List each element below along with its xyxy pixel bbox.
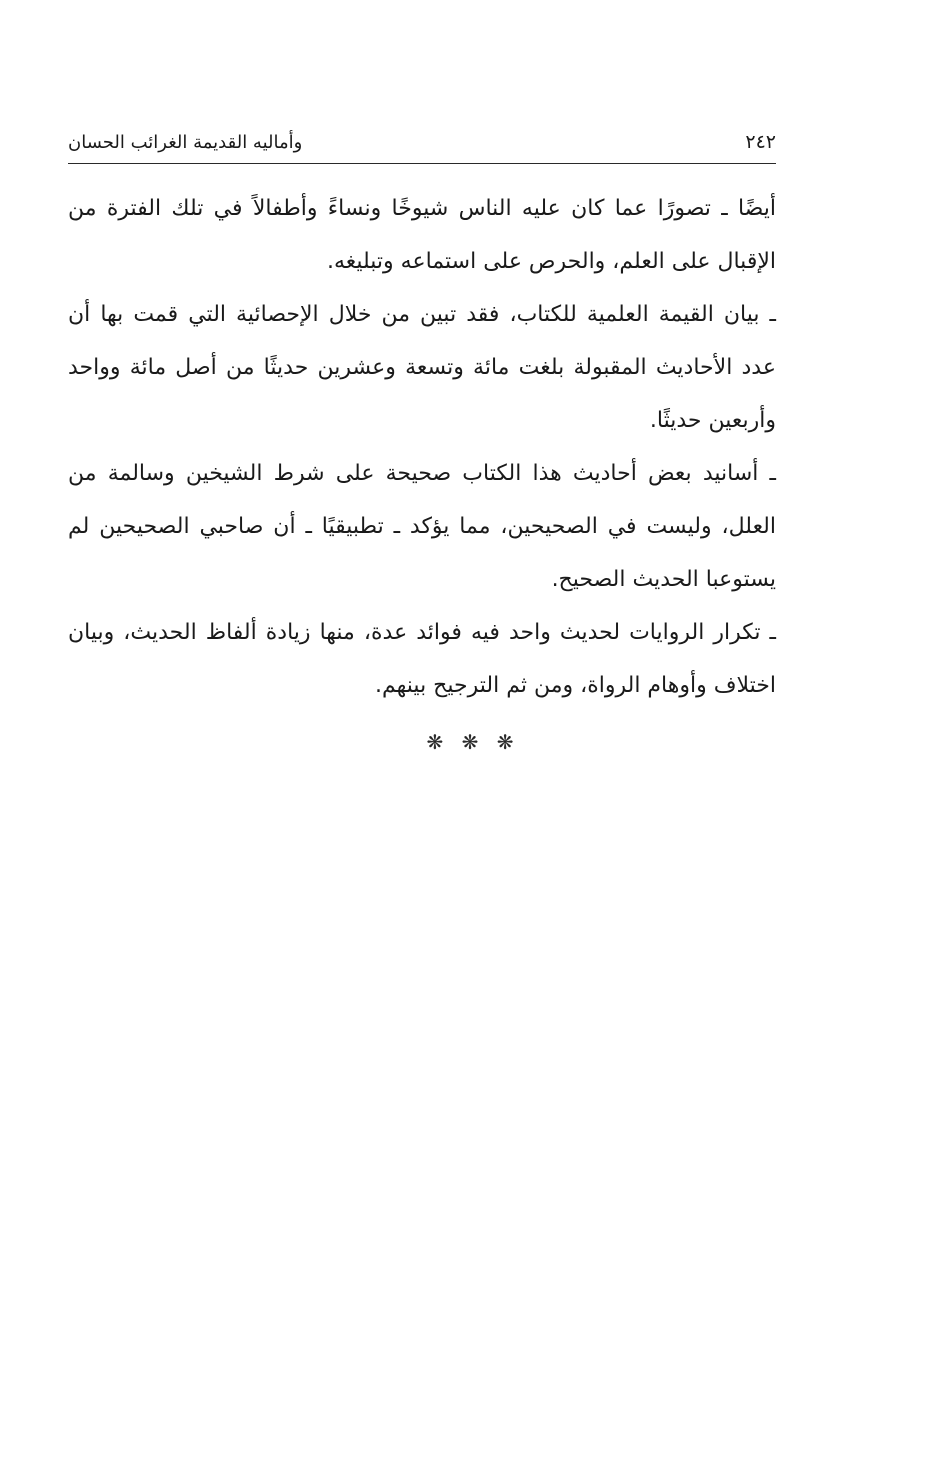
header-rule [68,163,776,164]
body-text [68,182,776,712]
section-separator: ❋ ❋ ❋ [426,730,520,754]
running-title: وأماليه القديمة الغرائب الحسان [68,131,303,153]
paragraph: ـ بيان القيمة العلمية للكتاب، فقد تبين من خلال الإحصائية التي قمت بها أن عدد الأحاديث المقبولة بلغت مائة وتسعة وعشرين حديثًا من أصل مائة وواحد وأربعين حديثًا. [68,302,776,433]
paragraph: ـ تكرار الروايات لحديث واحد فيه فوائد عدة، منها زيادة ألفاظ الحديث، وبيان اختلاف وأوهام الرواة، ومن ثم الترجيح بينهم. [68,620,776,698]
paragraph: ـ أسانيد بعض أحاديث هذا الكتاب صحيحة على شرط الشيخين وسالمة من العلل، وليست في الصحيحين، مما يؤكد ـ تطبيقيًا ـ أن صاحبي الصحيحين لم يستوعبا الحديث الصحيح. [68,461,776,592]
page-header [68,124,776,160]
paragraph: أيضًا ـ تصورًا عما كان عليه الناس شيوخًا ونساءً وأطفالاً في تلك الفترة من الإقبال على العلم، والحرص على استماعه وتبليغه. [68,196,776,274]
page-number: ٢٤٢ [745,131,776,153]
